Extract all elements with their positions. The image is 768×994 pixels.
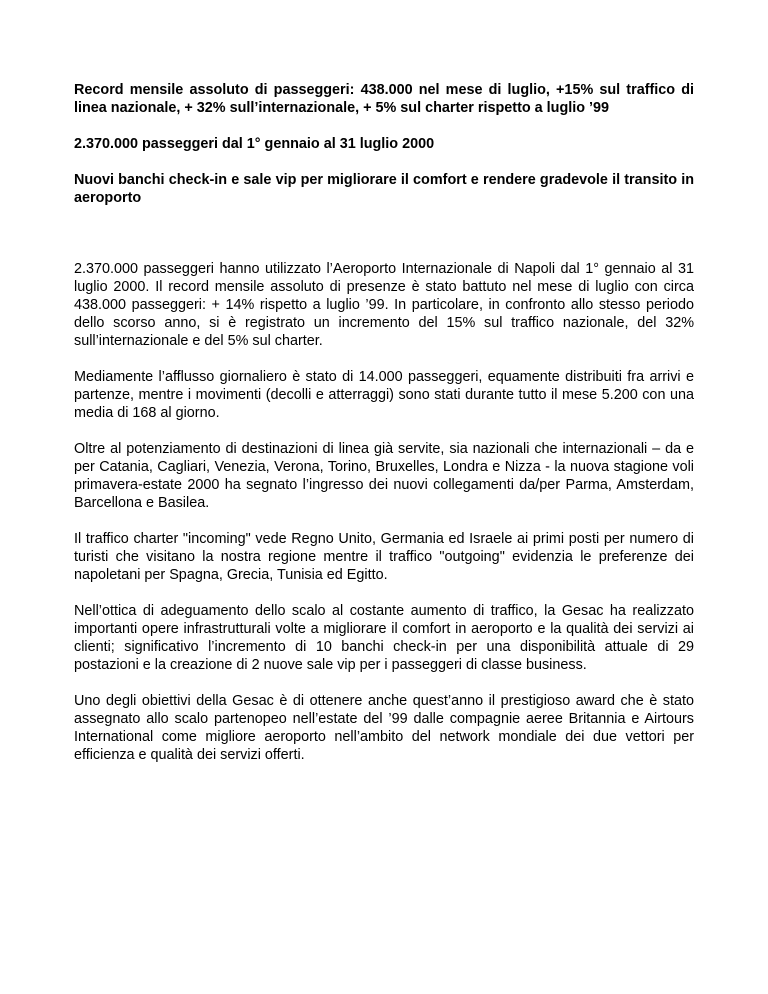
paragraph-daily-traffic: Mediamente l’afflusso giornaliero è stato di 14.000 passeggeri, equamente distribuiti fra arrivi e partenze, mentre i movimenti (decolli e atterraggi) sono stati durante tutto il mese 5.200 con una media di 168 al giorno. [74,369,694,421]
headline-total-passengers: 2.370.000 passeggeri dal 1° gennaio al 31 luglio 2000 [74,136,435,152]
paragraph-passenger-stats: 2.370.000 passeggeri hanno utilizzato l’Aeroporto Internazionale di Napoli dal 1° gennaio al 31 luglio 2000. Il record mensile assoluto di presenze è stato battuto nel mese di luglio con circa 438.000 passeggeri: + 14% rispetto a luglio ’99. In particolare, in confronto allo stesso periodo dello scorso anno, si è registrato un incremento del 15% sul traffico nazionale, del 32% sull’internazionale e del 5% sul charter. [74,261,694,349]
headline-checkin-vip: Nuovi banchi check-in e sale vip per migliorare il comfort e rendere gradevole il transito in aeroporto [74,172,694,206]
headline-record-passengers: Record mensile assoluto di passeggeri: 438.000 nel mese di luglio, +15% sul traffico di linea nazionale, + 32% sull’internazionale, + 5% sul charter rispetto a luglio ’99 [74,82,694,116]
paragraph-destinations: Oltre al potenziamento di destinazioni di linea già servite, sia nazionali che internazionali – da e per Catania, Cagliari, Venezia, Verona, Torino, Bruxelles, Londra e Nizza - la nuova stagione voli primavera-estate 2000 ha segnato l’ingresso dei nuovi collegamenti da/per Parma, Amsterdam, Barcellona e Basilea. [74,441,694,511]
paragraph-charter-traffic: Il traffico charter "incoming" vede Regno Unito, Germania ed Israele ai primi posti per numero di turisti che visitano la nostra regione mentre il traffico "outgoing" evidenzia le preferenze dei napoletani per Spagna, Grecia, Tunisia ed Egitto. [74,531,694,583]
paragraph-infrastructure: Nell’ottica di adeguamento dello scalo al costante aumento di traffico, la Gesac ha realizzato importanti opere infrastrutturali volte a migliorare il comfort in aeroporto e la qualità dei servizi ai clienti; significativo l’incremento di 10 banchi check-in per una disponibilità attuale di 29 postazioni e la creazione di 2 nuove sale vip per i passeggeri di classe business. [74,603,694,673]
document-page [74,81,694,782]
paragraph-award: Uno degli obiettivi della Gesac è di ottenere anche quest’anno il prestigioso award che è stato assegnato allo scalo partenopeo nell’estate del ’99 dalle compagnie aeree Britannia e Airtours International come migliore aeroporto nell’ambito del network mondiale dei due vettori per efficienza e qualità dei servizi offerti. [74,693,694,763]
